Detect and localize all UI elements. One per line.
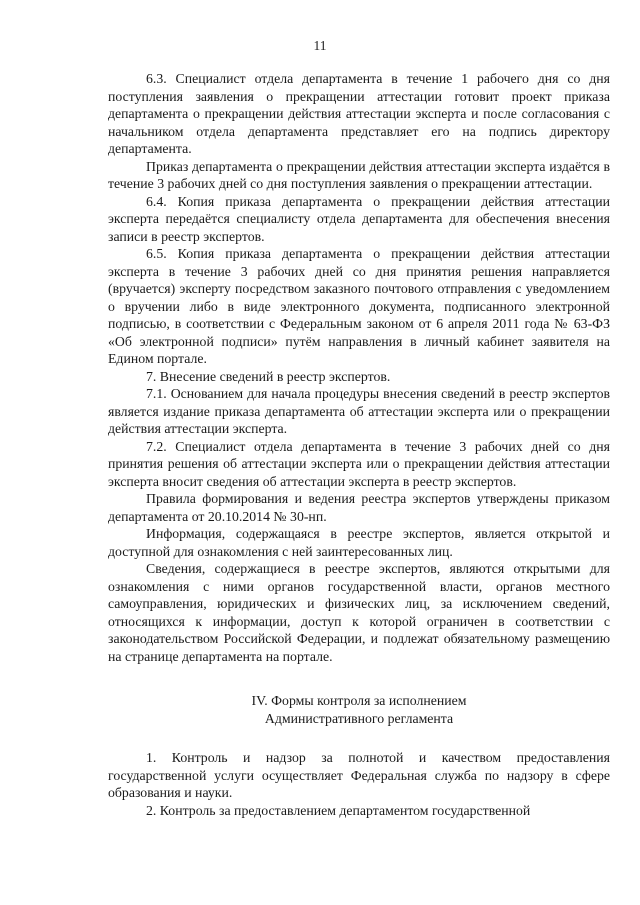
paragraph-order-issued: Приказ департамента о прекращении действия аттестации эксперта издаётся в течение 3 рабочих дней со дня поступления заявления о прекращении аттестации. [108, 158, 610, 191]
section-heading-iv [108, 692, 610, 727]
paragraph-registry-open: Информация, содержащаяся в реестре экспертов, является открытой и доступной для ознакомления с ней заинтересованных лиц. [108, 526, 610, 559]
document-body [108, 70, 610, 819]
paragraph-7-1: 7.1. Основанием для начала процедуры внесения сведений в реестр экспертов является издание приказа департамента об аттестации эксперта или о прекращении действия аттестации эксперта. [108, 386, 610, 436]
section-heading-line-2: Административного регламента [264, 710, 454, 726]
paragraph-iv-1: 1. Контроль и надзор за полнотой и качеством предоставления государственной услуги осуществляет Федеральная служба по надзору в сфере образования и науки. [108, 750, 610, 800]
paragraph-registry-rules: Правила формирования и ведения реестра экспертов утверждены приказом департамента от 20.10.2014 № 30-нп. [108, 491, 610, 524]
paragraph-7-2: 7.2. Специалист отдела департамента в течение 3 рабочих дней со дня принятия решения об аттестации эксперта или о прекращении действия аттестации эксперта вносит сведения об аттестации эксперта в реестр экспертов. [108, 438, 610, 489]
paragraph-6-4: 6.4. Копия приказа департамента о прекращении действия аттестации эксперта передаётся специалисту отдела департамента для обеспечения внесения записи в реестр экспертов. [108, 193, 610, 244]
paragraph-7: 7. Внесение сведений в реестр экспертов. [146, 368, 391, 384]
page-number: 11 [313, 38, 327, 53]
paragraph-6-5: 6.5. Копия приказа департамента о прекращении действия аттестации эксперта в течение 3 рабочих дней со дня принятия решения направляется (вручается) эксперту посредством заказного почтового отправления с уведомлением о вручении либо в виде электронного документа, подписанного электронной подписью, в соответствии с Федеральным законом от 6 апреля 2011 года № 63-ФЗ «Об электронной подписи» путём направления в личный кабинет заявителя на Едином портале. [108, 246, 610, 366]
paragraph-iv-2: 2. Контроль за предоставлением департаментом государственной [146, 802, 531, 818]
paragraph-6-3: 6.3. Специалист отдела департамента в течение 1 рабочего дня со дня поступления заявления о прекращении аттестации готовит проект приказа департамента о прекращении действия аттестации эксперта и после согласования с начальником отдела департамента представляет его на подпись директору департамента. [108, 71, 610, 156]
paragraph-registry-access: Сведения, содержащиеся в реестре экспертов, являются открытыми для ознакомления с ними органов государственной власти, органов местного самоуправления, юридических и физических лиц, за исключением сведений, относящихся к информации, доступ к которой ограничен в соответствии с законодательством Российской Федерации, и подлежат обязательному размещению на странице департамента на портале. [108, 561, 610, 664]
section-heading-line-1: IV. Формы контроля за исполнением [251, 693, 467, 708]
